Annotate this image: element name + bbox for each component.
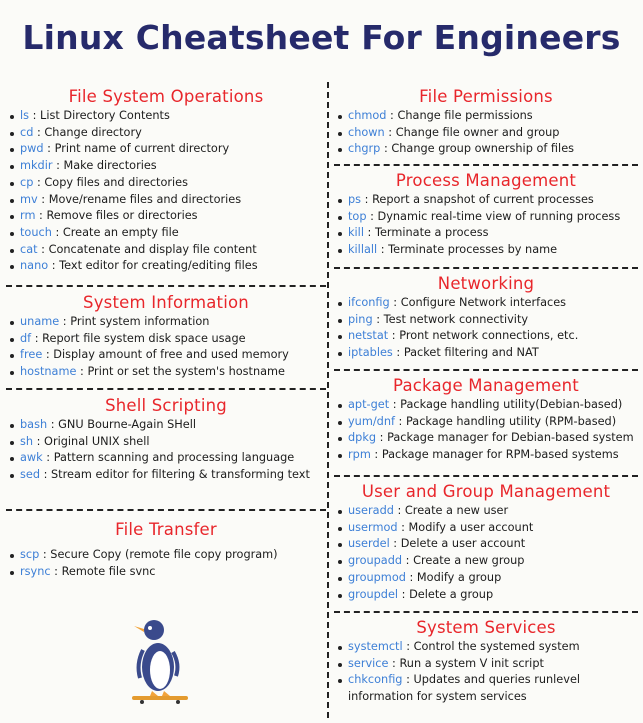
command-description: Move/rename files and directories (48, 192, 242, 206)
command-description: Create a new group (413, 554, 525, 568)
section-process-management (334, 166, 638, 269)
command-description: Remove files or directories (46, 209, 198, 223)
command-name: cd (20, 125, 34, 139)
command-description: Stream editor for filtering & transforming text (51, 468, 310, 482)
command-separator: : (393, 504, 405, 517)
command-separator: : (48, 259, 60, 273)
command-description: Delete a group (409, 587, 494, 601)
command-item (334, 345, 638, 362)
command-item (334, 141, 638, 158)
page-title: Linux Cheatsheet For Engineers (22, 18, 621, 57)
command-separator: : (363, 226, 375, 240)
section-heading: System Information (83, 293, 249, 312)
command-separator: : (370, 448, 382, 462)
command-description: Report a snapshot of current processes (372, 193, 594, 206)
command-item (6, 125, 326, 142)
command-item (334, 328, 638, 345)
command-description: Print system information (70, 315, 210, 328)
command-separator: : (376, 431, 388, 445)
command-description: Modify a group (416, 570, 502, 584)
penguin-skateboard-icon (128, 612, 192, 704)
command-name: chmod (348, 109, 387, 122)
section-package-management (334, 371, 638, 477)
command-item (6, 192, 326, 209)
command-name: useradd (348, 504, 394, 517)
command-item (334, 553, 638, 570)
command-item (6, 417, 326, 434)
section-file-transfer (6, 511, 326, 580)
right-column (334, 82, 638, 706)
command-name: awk (20, 451, 43, 465)
command-name: usermod (348, 520, 398, 534)
command-description: Text editor for creating/editing files (59, 259, 258, 273)
command-description: Control the systemed system (413, 640, 580, 653)
command-item (6, 108, 326, 125)
command-list (334, 108, 638, 158)
section-file-permissions (334, 82, 638, 166)
section-system-information (6, 287, 326, 390)
command-description: Concatenate and display file content (48, 242, 257, 256)
command-list (6, 417, 326, 484)
command-name: groupdel (348, 587, 399, 601)
command-name: top (348, 209, 367, 223)
command-separator: : (42, 451, 54, 465)
command-description: Change directory (44, 125, 142, 139)
command-separator: : (29, 109, 41, 122)
command-name: hostname (20, 365, 77, 379)
command-separator: : (388, 329, 400, 343)
command-description: List Directory Contents (40, 109, 170, 122)
section-heading: System Services (416, 618, 556, 637)
command-item (6, 331, 326, 348)
command-item (6, 364, 326, 381)
command-separator: : (33, 175, 45, 189)
command-name: apt-get (348, 398, 390, 411)
command-list (334, 295, 638, 362)
command-description: Terminate a process (374, 226, 489, 240)
command-description: Secure Copy (remote file copy program) (50, 548, 278, 561)
command-separator: : (389, 296, 401, 309)
command-item (334, 397, 638, 414)
command-name: chgrp (348, 142, 381, 156)
command-separator: : (402, 673, 414, 687)
command-item (6, 208, 326, 225)
command-separator: : (37, 192, 49, 206)
command-item (334, 125, 638, 142)
command-description: Package manager for RPM-based systems (381, 448, 619, 462)
command-separator: : (402, 640, 414, 653)
command-name: systemctl (348, 640, 403, 653)
section-file-system-operations (6, 82, 326, 287)
command-name: chkconfig (348, 673, 403, 687)
command-separator: : (397, 520, 409, 534)
command-description: Original UNIX shell (44, 434, 150, 448)
command-item (334, 672, 638, 705)
command-name: pwd (20, 142, 44, 156)
command-description: Create a new user (404, 504, 509, 517)
command-separator: : (31, 331, 43, 345)
command-description: Dynamic real-time view of running process (377, 209, 621, 223)
command-separator: : (76, 365, 88, 379)
command-separator: : (47, 418, 59, 431)
section-user-and-group-management (334, 477, 638, 613)
section-networking (334, 269, 638, 371)
section-heading: File Transfer (115, 520, 217, 539)
command-name: userdel (348, 537, 390, 551)
left-column (6, 82, 326, 580)
command-description: Configure Network interfaces (400, 296, 567, 309)
command-name: netstat (348, 329, 389, 343)
command-description: Print name of current directory (54, 142, 230, 156)
command-item (334, 570, 638, 587)
command-description: Print or set the system's hostname (87, 365, 285, 379)
command-description: Terminate processes by name (388, 243, 558, 257)
section-heading: Shell Scripting (105, 396, 227, 415)
command-name: ifconfig (348, 296, 390, 309)
command-name: mv (20, 192, 38, 206)
command-separator: : (40, 468, 52, 482)
command-description: Change group ownership of files (391, 142, 575, 156)
command-item (6, 242, 326, 259)
command-separator: : (372, 312, 384, 326)
command-name: rpm (348, 448, 371, 462)
command-separator: : (380, 142, 392, 156)
command-item (334, 587, 638, 604)
command-description: Change file owner and group (395, 125, 560, 139)
command-item (6, 564, 326, 581)
command-list (334, 503, 638, 603)
command-item (334, 520, 638, 537)
command-separator: : (39, 548, 51, 561)
command-description: Package manager for Debian-based system (387, 431, 634, 445)
command-item (6, 158, 326, 175)
command-description: Packet filtering and NAT (403, 346, 539, 360)
command-separator: : (402, 554, 414, 568)
command-item (334, 108, 638, 125)
command-name: killall (348, 243, 378, 257)
command-separator: : (386, 109, 398, 122)
command-name: iptables (348, 346, 393, 360)
command-description: Copy files and directories (44, 175, 188, 189)
command-item (334, 447, 638, 464)
command-item (6, 547, 326, 564)
command-list (6, 108, 326, 275)
command-name: groupadd (348, 554, 403, 568)
command-name: ls (20, 109, 30, 122)
command-separator: : (366, 209, 378, 223)
command-name: cat (20, 242, 38, 256)
command-list (334, 397, 638, 464)
command-description: Delete a user account (400, 537, 526, 551)
command-item (334, 536, 638, 553)
command-description: Make directories (63, 159, 157, 173)
command-name: rsync (20, 564, 51, 578)
command-item (334, 430, 638, 447)
section-heading: Package Management (393, 376, 579, 395)
command-name: df (20, 331, 32, 345)
command-separator: : (37, 242, 49, 256)
command-list (334, 639, 638, 706)
command-name: touch (20, 225, 52, 239)
command-item (334, 414, 638, 431)
command-separator: : (361, 193, 373, 206)
command-description: Modify a user account (408, 520, 534, 534)
command-item (6, 258, 326, 275)
command-separator: : (384, 125, 396, 139)
command-item (6, 175, 326, 192)
command-separator: : (51, 225, 63, 239)
command-description: Remote file svnc (61, 564, 156, 578)
command-separator: : (392, 346, 404, 360)
command-description: Run a system V init script (399, 656, 544, 670)
command-item (6, 347, 326, 364)
command-name: free (20, 348, 43, 362)
section-heading: Process Management (395, 171, 577, 190)
command-name: nano (20, 259, 49, 273)
command-name: uname (20, 315, 60, 328)
section-shell-scripting (6, 390, 326, 511)
command-separator: : (389, 537, 401, 551)
command-item (6, 314, 326, 331)
command-name: cp (20, 175, 34, 189)
command-item (6, 225, 326, 242)
command-separator: : (33, 125, 45, 139)
command-list (6, 314, 326, 381)
command-separator: : (394, 414, 406, 428)
command-description: Package handling utility (RPM-based) (405, 414, 617, 428)
command-item (334, 192, 638, 209)
command-description: Display amount of free and used memory (53, 348, 289, 362)
command-description: Package handling utility(Debian-based) (400, 398, 623, 411)
command-list (6, 547, 326, 580)
command-name: service (348, 656, 389, 670)
command-list (334, 192, 638, 259)
command-description: Pattern scanning and processing language (53, 451, 295, 465)
command-item (6, 450, 326, 467)
command-name: chown (348, 125, 385, 139)
command-name: sed (20, 468, 41, 482)
command-description: Change file permissions (397, 109, 533, 122)
command-item (334, 656, 638, 673)
command-name: rm (20, 209, 36, 223)
command-item (334, 225, 638, 242)
command-item (334, 209, 638, 226)
command-separator: : (35, 209, 47, 223)
column-divider (327, 82, 329, 718)
command-separator: : (388, 656, 400, 670)
command-description: Create an empty file (62, 225, 179, 239)
command-name: mkdir (20, 159, 53, 173)
command-name: sh (20, 434, 34, 448)
command-description: Test network connectivity (383, 312, 529, 326)
command-description: Updates and queries runlevel information for system services (348, 673, 581, 704)
command-description: Pront network connections, etc. (399, 329, 579, 343)
command-separator: : (33, 434, 45, 448)
command-item (334, 295, 638, 312)
command-separator: : (50, 564, 62, 578)
command-name: ping (348, 312, 373, 326)
command-separator: : (42, 348, 54, 362)
command-description: Report file system disk space usage (42, 331, 246, 345)
command-name: ps (348, 193, 362, 206)
command-name: bash (20, 418, 48, 431)
command-name: dpkg (348, 431, 377, 445)
section-heading: User and Group Management (361, 482, 611, 501)
command-name: groupmod (348, 570, 406, 584)
command-item (334, 242, 638, 259)
command-item (334, 312, 638, 329)
command-description: GNU Bourne-Again SHell (58, 418, 197, 431)
command-separator: : (59, 315, 71, 328)
section-heading: Networking (437, 274, 535, 293)
command-item (6, 434, 326, 451)
command-separator: : (43, 142, 55, 156)
command-item (6, 467, 326, 484)
command-separator: : (52, 159, 64, 173)
section-heading: File System Operations (68, 87, 264, 106)
command-name: kill (348, 226, 364, 240)
command-separator: : (389, 398, 401, 411)
command-name: scp (20, 548, 40, 561)
command-name: yum/dnf (348, 414, 395, 428)
command-separator: : (377, 243, 389, 257)
section-heading: File Permissions (419, 87, 553, 106)
command-item (6, 141, 326, 158)
command-separator: : (398, 587, 410, 601)
command-item (334, 503, 638, 520)
section-system-services (334, 613, 638, 706)
command-separator: : (405, 570, 417, 584)
command-item (334, 639, 638, 656)
